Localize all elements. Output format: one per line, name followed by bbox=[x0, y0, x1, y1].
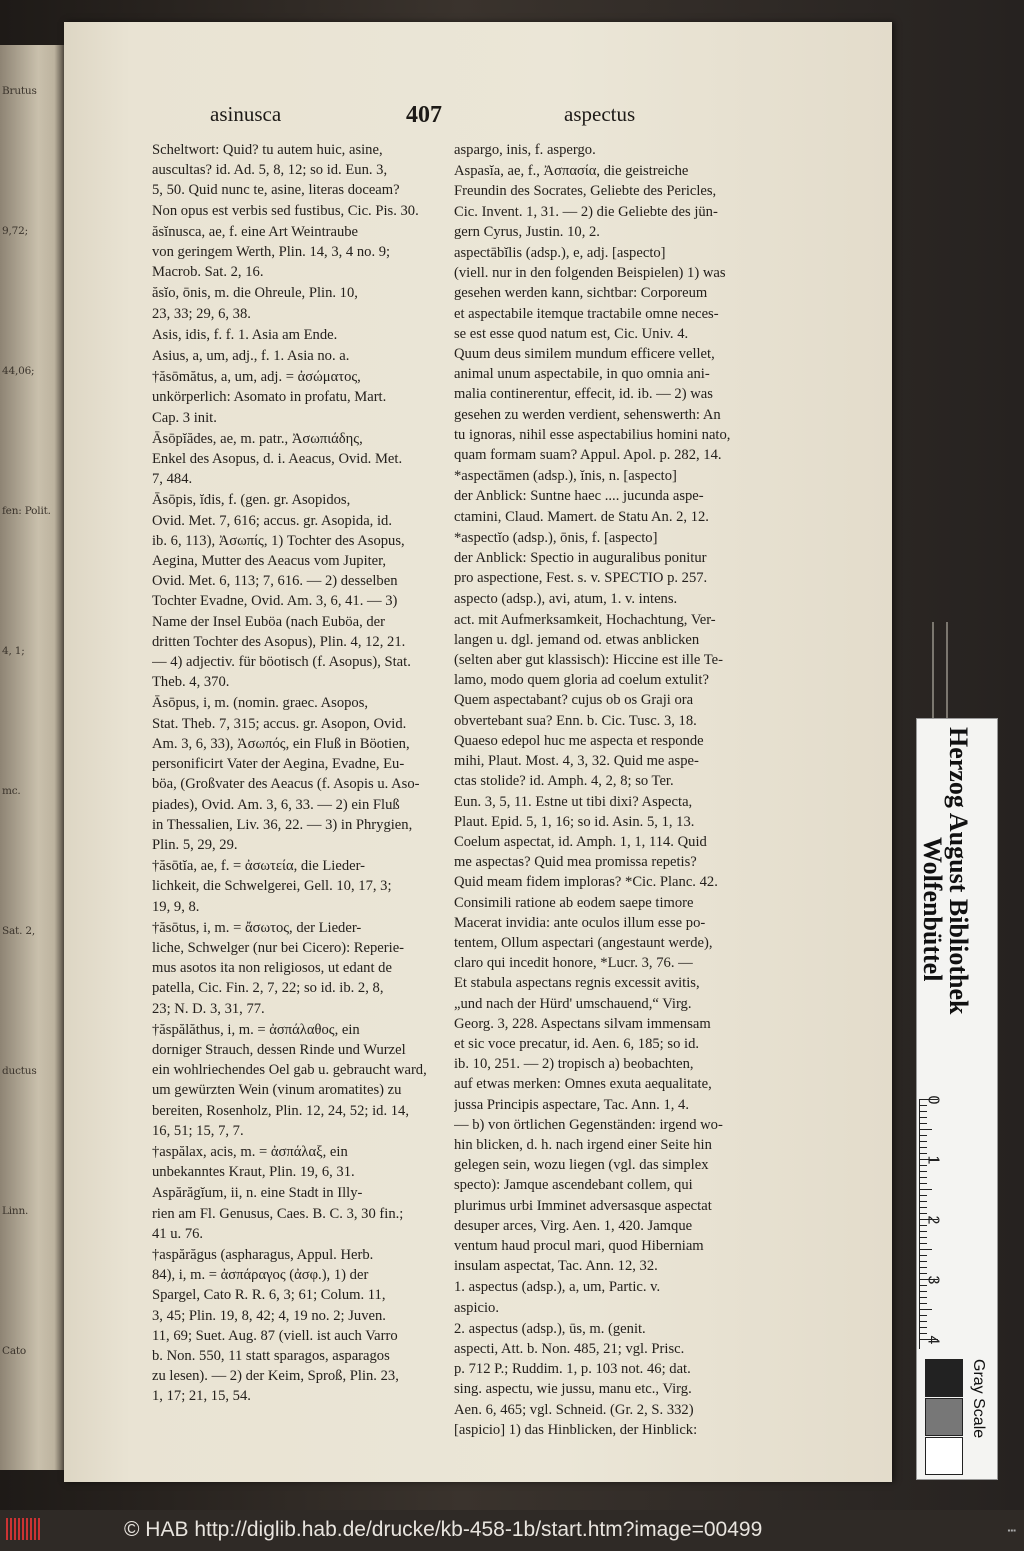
entry-line: Āsōpus, i, m. (nomin. graec. Asopos, bbox=[152, 695, 369, 712]
header-right-word: aspectus bbox=[564, 102, 636, 126]
entry-line: unbekanntes Kraut, Plin. 19, 6, 31. bbox=[152, 1164, 355, 1181]
entry-line: 23, 33; 29, 6, 38. bbox=[152, 305, 251, 322]
dictionary-entry bbox=[454, 1319, 846, 1440]
entry-line: †aspălax, acis, m. = ἀσπάλαξ, ein bbox=[152, 1143, 348, 1160]
ruler-label: 2 bbox=[924, 1215, 942, 1225]
entry-line: ctamini, Claud. Mamert. de Statu An. 2, 12. bbox=[454, 508, 709, 525]
ruler-tick bbox=[920, 1297, 927, 1298]
entry-line: *aspectāmen (adsp.), ĭnis, n. [aspecto] bbox=[454, 468, 677, 485]
entry-line: obvertebant sua? Enn. b. Cic. Tusc. 3, 18. bbox=[454, 712, 697, 729]
entry-line: Non opus est verbis sed fustibus, Cic. Pis. 30. bbox=[152, 202, 419, 219]
dictionary-entry bbox=[454, 466, 846, 527]
entry-line: animal unum aspectabile, in quo omnia ani- bbox=[454, 366, 710, 383]
entry-line: Āsōpis, ĭdis, f. (gen. gr. Asopidos, bbox=[152, 492, 351, 509]
ruler-tick bbox=[920, 1177, 927, 1178]
entry-line: Quem aspectabant? cujus ob os Graji ora bbox=[454, 692, 694, 709]
ruler-tick bbox=[920, 1315, 927, 1316]
entry-line: gelegen sein, wozu liegen (vgl. das simplex bbox=[454, 1157, 709, 1174]
ruler-tick bbox=[920, 1243, 927, 1244]
ruler-tick bbox=[920, 1153, 927, 1154]
entry-line: aspicio. bbox=[454, 1299, 499, 1316]
entry-line: †ăsōmătus, a, um, adj. = ἀσώματος, bbox=[152, 369, 361, 386]
entry-line: aspectābĭlis (adsp.), e, adj. [aspecto] bbox=[454, 245, 666, 262]
entry-line: unkörperlich: Asomato in profatu, Mart. bbox=[152, 389, 387, 406]
ruler-tick bbox=[920, 1309, 932, 1310]
ruler-label: 3 bbox=[924, 1275, 942, 1285]
entry-line: bereiten, Rosenholz, Plin. 12, 24, 52; id. 14, bbox=[152, 1102, 409, 1119]
ruler-tick bbox=[920, 1171, 927, 1172]
ruler-label: 0 bbox=[924, 1095, 942, 1105]
ruler-tick bbox=[920, 1333, 927, 1334]
dictionary-entry bbox=[454, 528, 846, 589]
entry-line: (viell. nur in den folgenden Beispielen) 1) was bbox=[454, 265, 726, 282]
ruler-tick bbox=[920, 1321, 927, 1322]
entry-line: Quum deus similem mundum efficere vellet, bbox=[454, 346, 715, 363]
prev-page-fragment: Cato bbox=[2, 1345, 27, 1357]
entry-line: böa, (Großvater des Aeacus (f. Asopis u. Aso- bbox=[152, 776, 420, 793]
entry-line: zu lesen). — 2) der Keim, Sproß, Plin. 23, bbox=[152, 1368, 399, 1385]
entry-line: se est esse quod natum est, Cic. Univ. 4. bbox=[454, 325, 689, 342]
ruler-tick bbox=[920, 1135, 927, 1136]
entry-line: Āsōpĭădes, ae, m. patr., Ἀσωπιάδης, bbox=[152, 430, 363, 447]
entry-line: auscultas? id. Ad. 5, 8, 12; so id. Eun. 3, bbox=[152, 162, 388, 179]
entry-line: Aen. 6, 465; vgl. Schneid. (Gr. 2, S. 332) bbox=[454, 1401, 694, 1418]
entry-line: [aspicio] 1) das Hinblicken, der Hinblick: bbox=[454, 1421, 698, 1438]
ruler-tick bbox=[920, 1327, 927, 1328]
ruler-tick bbox=[920, 1237, 927, 1238]
entry-line: Stat. Theb. 7, 315; accus. gr. Asopon, Ovid. bbox=[152, 715, 407, 732]
entry-line: der Anblick: Spectio in auguralibus ponitur bbox=[454, 550, 707, 567]
entry-line: — 4) adjectiv. für böotisch (f. Asopus), Stat. bbox=[152, 654, 411, 671]
entry-line: mus asotos ita non religiosos, ut edant de bbox=[152, 960, 392, 977]
dictionary-entry bbox=[454, 589, 846, 1276]
entry-line: specto): Jamque ascendebant collem, qui bbox=[454, 1177, 693, 1194]
entry-line: 2. aspectus (adsp.), ūs, m. (genit. bbox=[454, 1320, 646, 1337]
prev-page-fragment: Linn. bbox=[2, 1205, 29, 1217]
entry-line: Freundin des Socrates, Geliebte des Pericles, bbox=[454, 183, 717, 200]
prev-page-fragment: 4, 1; bbox=[2, 645, 25, 657]
prev-page-fragment: ductus bbox=[2, 1065, 37, 1077]
entry-line: gesehen zu werden verdient, sehenswerth: An bbox=[454, 406, 721, 423]
entry-line: et aspectabile itemque tractabile omne neces- bbox=[454, 305, 719, 322]
entry-line: Theb. 4, 370. bbox=[152, 674, 230, 691]
entry-line: desuper arces, Virg. Aen. 1, 420. Jamque bbox=[454, 1217, 693, 1234]
entry-line: Asis, idis, f. f. 1. Asia am Ende. bbox=[152, 326, 338, 343]
entry-line: ib. 6, 113), Ἀσωπίς, 1) Tochter des Asopus, bbox=[152, 532, 405, 549]
footer-bar bbox=[0, 1510, 1024, 1551]
entry-line: — b) von örtlichen Gegenständen: irgend wo- bbox=[454, 1116, 723, 1133]
entry-line: 3, 45; Plin. 19, 8, 42; 4, 19 no. 2; Juven. bbox=[152, 1307, 386, 1324]
entry-line: 84), i, m. = ἀσπάραγος (ἀσφ.), 1) der bbox=[152, 1267, 369, 1284]
prev-page-fragment: 9,72; bbox=[2, 225, 28, 237]
entry-line: *aspectĭo (adsp.), ōnis, f. [aspecto] bbox=[454, 529, 658, 546]
entry-line: claro qui incedit honore, *Lucr. 3, 76. — bbox=[454, 955, 693, 972]
entry-line: der Anblick: Suntne haec .... jucunda aspe- bbox=[454, 488, 704, 505]
entry-line: gern Cyrus, Justin. 10, 2. bbox=[454, 223, 600, 240]
dictionary-entry bbox=[454, 161, 846, 242]
entry-line: Tochter Evadne, Ovid. Am. 3, 6, 41. — 3) bbox=[152, 593, 398, 610]
entry-line: von geringem Werth, Plin. 14, 3, 4 no. 9; bbox=[152, 244, 391, 261]
entry-line: liche, Schwelger (nur bei Cicero): Reperie- bbox=[152, 939, 405, 956]
ruler-tick bbox=[920, 1183, 927, 1184]
entry-line: Plaut. Epid. 5, 1, 16; so id. Asin. 5, 1, 13. bbox=[454, 813, 695, 830]
gray-scale-blocks bbox=[925, 1359, 961, 1473]
entry-line: ib. 10, 251. — 2) tropisch a) beobachten, bbox=[454, 1056, 694, 1073]
prev-page-fragment: Brutus bbox=[2, 85, 37, 97]
entry-line: lichkeit, die Schwelgerei, Gell. 10, 17, 3; bbox=[152, 878, 392, 895]
entry-line: dorniger Strauch, dessen Rinde und Wurzel bbox=[152, 1041, 406, 1058]
entry-line: ăsĭnusca, ae, f. eine Art Weintraube bbox=[152, 223, 359, 240]
prev-page-fragment: Sat. 2, bbox=[2, 925, 35, 937]
entry-line: Et stabula aspectans regnis excessit avitis, bbox=[454, 975, 700, 992]
scale-ruler bbox=[919, 1095, 944, 1349]
ruler-tick bbox=[920, 1207, 927, 1208]
entry-line: et sic voce precatur, id. Aen. 6, 185; so id. bbox=[454, 1035, 700, 1052]
gray-swatch bbox=[925, 1359, 963, 1397]
entry-line: pro aspectione, Fest. s. v. SPECTIO p. 257. bbox=[454, 570, 708, 587]
entry-line: aspecto (adsp.), avi, atum, 1. v. intens. bbox=[454, 591, 678, 608]
ruler-label: 4 bbox=[924, 1335, 942, 1345]
ruler-tick bbox=[920, 1249, 932, 1250]
ruler-tick bbox=[920, 1129, 932, 1130]
archive-color-strip bbox=[916, 718, 998, 1480]
ruler-tick bbox=[920, 1111, 927, 1112]
ruler-tick bbox=[920, 1165, 927, 1166]
entry-line: Cap. 3 init. bbox=[152, 409, 217, 426]
ruler-tick bbox=[920, 1147, 927, 1148]
ruler-tick bbox=[920, 1225, 927, 1226]
entry-line: gesehen werden kann, sichtbar: Corporeum bbox=[454, 285, 708, 302]
footer-mini-icons: ▪▪▪ bbox=[1007, 1526, 1016, 1535]
entry-line: „und nach der Hürd' umschauend,“ Virg. bbox=[454, 995, 692, 1012]
entry-line: ăsĭo, ōnis, m. die Ohreule, Plin. 10, bbox=[152, 285, 358, 302]
entry-line: Eun. 3, 5, 11. Estne ut tibi dixi? Aspecta, bbox=[454, 793, 693, 810]
entry-line: 11, 69; Suet. Aug. 87 (viell. ist auch Varro bbox=[152, 1327, 398, 1344]
ruler-tick bbox=[920, 1291, 927, 1292]
entry-line: 41 u. 76. bbox=[152, 1225, 204, 1242]
entry-line: †ăsōtus, i, m. = ἄσωτος, der Lieder- bbox=[152, 919, 362, 936]
entry-line: Spargel, Cato R. R. 6, 3; 61; Colum. 11, bbox=[152, 1287, 386, 1304]
entry-line: ventum haud procul mari, quod Hiberniam bbox=[454, 1237, 704, 1254]
entry-line: 5, 50. Quid nunc te, asine, literas doceam? bbox=[152, 182, 400, 199]
entry-line: †ăsōtĭa, ae, f. = ἀσωτεία, die Lieder- bbox=[152, 858, 366, 875]
ruler-tick bbox=[920, 1273, 927, 1274]
page-number: 407 bbox=[406, 102, 442, 128]
entry-line: 1. aspectus (adsp.), a, um, Partic. v. bbox=[454, 1279, 661, 1296]
entry-line: act. mit Aufmerksamkeit, Hochachtung, Ver- bbox=[454, 611, 716, 628]
entry-line: Scheltwort: Quid? tu autem huic, asine, bbox=[152, 142, 383, 158]
entry-line: rien am Fl. Genusus, Caes. B. C. 3, 30 fin.; bbox=[152, 1205, 404, 1222]
entry-line: personificirt Vater der Aegina, Evadne, Eu- bbox=[152, 756, 405, 773]
dictionary-page bbox=[64, 22, 892, 1482]
entry-line: Aspasĭa, ae, f., Ἀσπασία, die geistreiche bbox=[454, 163, 689, 180]
ruler-tick bbox=[920, 1123, 927, 1124]
ruler-tick bbox=[920, 1117, 927, 1118]
entry-line: 1, 17; 21, 15, 54. bbox=[152, 1388, 251, 1405]
entry-line: p. 712 P.; Ruddim. 1, p. 103 not. 46; dat. bbox=[454, 1361, 691, 1378]
entry-line: Asius, a, um, adj., f. 1. Asia no. a. bbox=[152, 348, 350, 365]
ruler-tick bbox=[920, 1105, 927, 1106]
entry-line: †ăspălăthus, i, m. = ἀσπάλαθος, ein bbox=[152, 1021, 360, 1038]
entry-line: Georg. 3, 228. Aspectans silvam immensam bbox=[454, 1015, 711, 1032]
prev-page-fragment: mc. bbox=[2, 785, 21, 797]
ruler-tick bbox=[920, 1267, 927, 1268]
entry-line: Ovid. Met. 7, 616; accus. gr. Asopida, id. bbox=[152, 512, 392, 529]
entry-line: Ovid. Met. 6, 113; 7, 616. — 2) desselben bbox=[152, 573, 398, 590]
footer-copyright-link[interactable]: © HAB http://diglib.hab.de/drucke/kb-458-1b/start.htm?image=00499 bbox=[124, 1518, 763, 1541]
ruler-tick bbox=[920, 1201, 927, 1202]
entry-line: ctas stolide? id. Amph. 4, 2, 8; so Ter. bbox=[454, 773, 674, 790]
dictionary-entry bbox=[454, 140, 846, 160]
entry-line: Macerat invidia: ante oculos illum esse po- bbox=[454, 914, 706, 931]
entry-line: 19, 9, 8. bbox=[152, 898, 200, 915]
entry-line: auf etwas merken: Omnes exuta aequalitate, bbox=[454, 1076, 712, 1093]
entry-line: b. Non. 550, 11 statt sparagos, asparagos bbox=[152, 1347, 390, 1364]
entry-line: Quaeso edepol huc me aspecta et responde bbox=[454, 732, 704, 749]
entry-line: Aegina, Mutter des Aeacus vom Jupiter, bbox=[152, 553, 387, 570]
entry-line: Am. 3, 6, 33), Ἀσωπός, ein Fluß in Böotien, bbox=[152, 735, 410, 752]
prev-page-fragment: 44,06; bbox=[2, 365, 35, 377]
ruler-tick bbox=[920, 1231, 927, 1232]
gray-scale-label: Gray Scale bbox=[970, 1359, 987, 1439]
entry-line: in Thessalien, Liv. 36, 22. — 3) in Phrygien, bbox=[152, 816, 413, 833]
gray-swatch bbox=[925, 1437, 963, 1475]
entry-line: Name der Insel Euböa (nach Euböa, der bbox=[152, 613, 385, 630]
entry-line: patella, Cic. Fin. 2, 7, 22; so id. ib. 2, 8, bbox=[152, 980, 384, 997]
entry-line: †aspărăgus (aspharagus, Appul. Herb. bbox=[152, 1246, 374, 1263]
prev-page-fragment: fen: Polit. bbox=[2, 505, 51, 517]
hab-logo-icon bbox=[6, 1518, 40, 1540]
dictionary-entry bbox=[454, 1277, 846, 1317]
ruler-label: 1 bbox=[924, 1155, 942, 1165]
entry-line: insulam aspectat, Tac. Ann. 12, 32. bbox=[454, 1258, 658, 1275]
ruler-tick bbox=[920, 1285, 927, 1286]
entry-line: tu ignoras, nihil esse aspectabilius homini nato, bbox=[454, 426, 731, 443]
library-name: Herzog August Bibliothek bbox=[944, 727, 973, 1015]
entry-line: Aspărăgĭum, ii, n. eine Stadt in Illy- bbox=[152, 1185, 363, 1202]
entry-line: malia continerentur, effecit, id. ib. — 2) was bbox=[454, 386, 713, 403]
entry-line: me aspectas? Quid mea promissa repetis? bbox=[454, 854, 697, 871]
entry-line: mihi, Plaut. Most. 4, 3, 32. Quid me aspe- bbox=[454, 753, 699, 770]
entry-line: piades), Ovid. Am. 3, 6, 33. — 2) ein Fluß bbox=[152, 796, 400, 813]
dictionary-entry bbox=[454, 243, 846, 465]
library-city: Wolfenbüttel bbox=[918, 837, 947, 982]
entry-line: 16, 51; 15, 7, 7. bbox=[152, 1122, 244, 1139]
entry-line: lamo, modo quem gloria ad coelum extulit? bbox=[454, 672, 709, 689]
entry-line: aspargo, inis, f. aspergo. bbox=[454, 142, 596, 158]
entry-line: aspecti, Att. b. Non. 485, 21; vgl. Prisc. bbox=[454, 1340, 685, 1357]
entry-line: Quid meam fidem imploras? *Cic. Planc. 42. bbox=[454, 874, 718, 891]
entry-line: tentem, Ollum aspectari (angestaunt werde), bbox=[454, 934, 713, 951]
ruler-tick bbox=[920, 1189, 932, 1190]
entry-line: Enkel des Asopus, d. i. Aeacus, Ovid. Met. bbox=[152, 451, 403, 468]
header-left-word: asinusca bbox=[210, 102, 282, 126]
entry-line: jussa Principis aspectare, Tac. Ann. 1, 4. bbox=[454, 1096, 689, 1113]
entry-line: 7, 484. bbox=[152, 471, 193, 488]
entry-line: Consimili ratione ab eodem saepe timore bbox=[454, 894, 694, 911]
entry-line: ein wohlriechendes Oel gab u. gebraucht ward, bbox=[152, 1062, 427, 1079]
previous-page-edge bbox=[0, 45, 64, 1470]
ruler-tick bbox=[920, 1213, 927, 1214]
entry-line: dritten Tochter des Asopus), Plin. 4, 12, 21. bbox=[152, 633, 406, 650]
ruler-tick bbox=[920, 1255, 927, 1256]
entry-line: Coelum aspectat, id. Amph. 1, 1, 114. Quid bbox=[454, 833, 707, 850]
entry-line: 23; N. D. 3, 31, 77. bbox=[152, 1000, 265, 1017]
entry-line: hin blicken, d. h. nach irgend einer Seite hin bbox=[454, 1136, 712, 1153]
entry-line: Plin. 5, 29, 29. bbox=[152, 836, 238, 853]
entry-line: langen u. dgl. jemand od. etwas anblicken bbox=[454, 631, 700, 648]
entry-line: Cic. Invent. 1, 31. — 2) die Geliebte des jün- bbox=[454, 203, 718, 220]
entry-line: plurimus urbi Imminet adversasque aspectat bbox=[454, 1197, 712, 1214]
ruler-tick bbox=[920, 1195, 927, 1196]
ruler-tick bbox=[920, 1303, 927, 1304]
entry-line: sing. aspectu, wie jussu, manu etc., Virg. bbox=[454, 1381, 692, 1398]
entry-line: quam formam suam? Appul. Apol. p. 282, 14. bbox=[454, 447, 722, 464]
entry-line: Macrob. Sat. 2, 16. bbox=[152, 264, 264, 281]
right-column bbox=[454, 140, 846, 1440]
entry-line: um gewürzten Wein (vinum aromatites) zu bbox=[152, 1082, 402, 1099]
gray-swatch bbox=[925, 1398, 963, 1436]
entry-line: (selten aber gut klassisch): Hiccine est ille Te- bbox=[454, 652, 724, 669]
ruler-tick bbox=[920, 1141, 927, 1142]
ruler-tick bbox=[920, 1261, 927, 1262]
